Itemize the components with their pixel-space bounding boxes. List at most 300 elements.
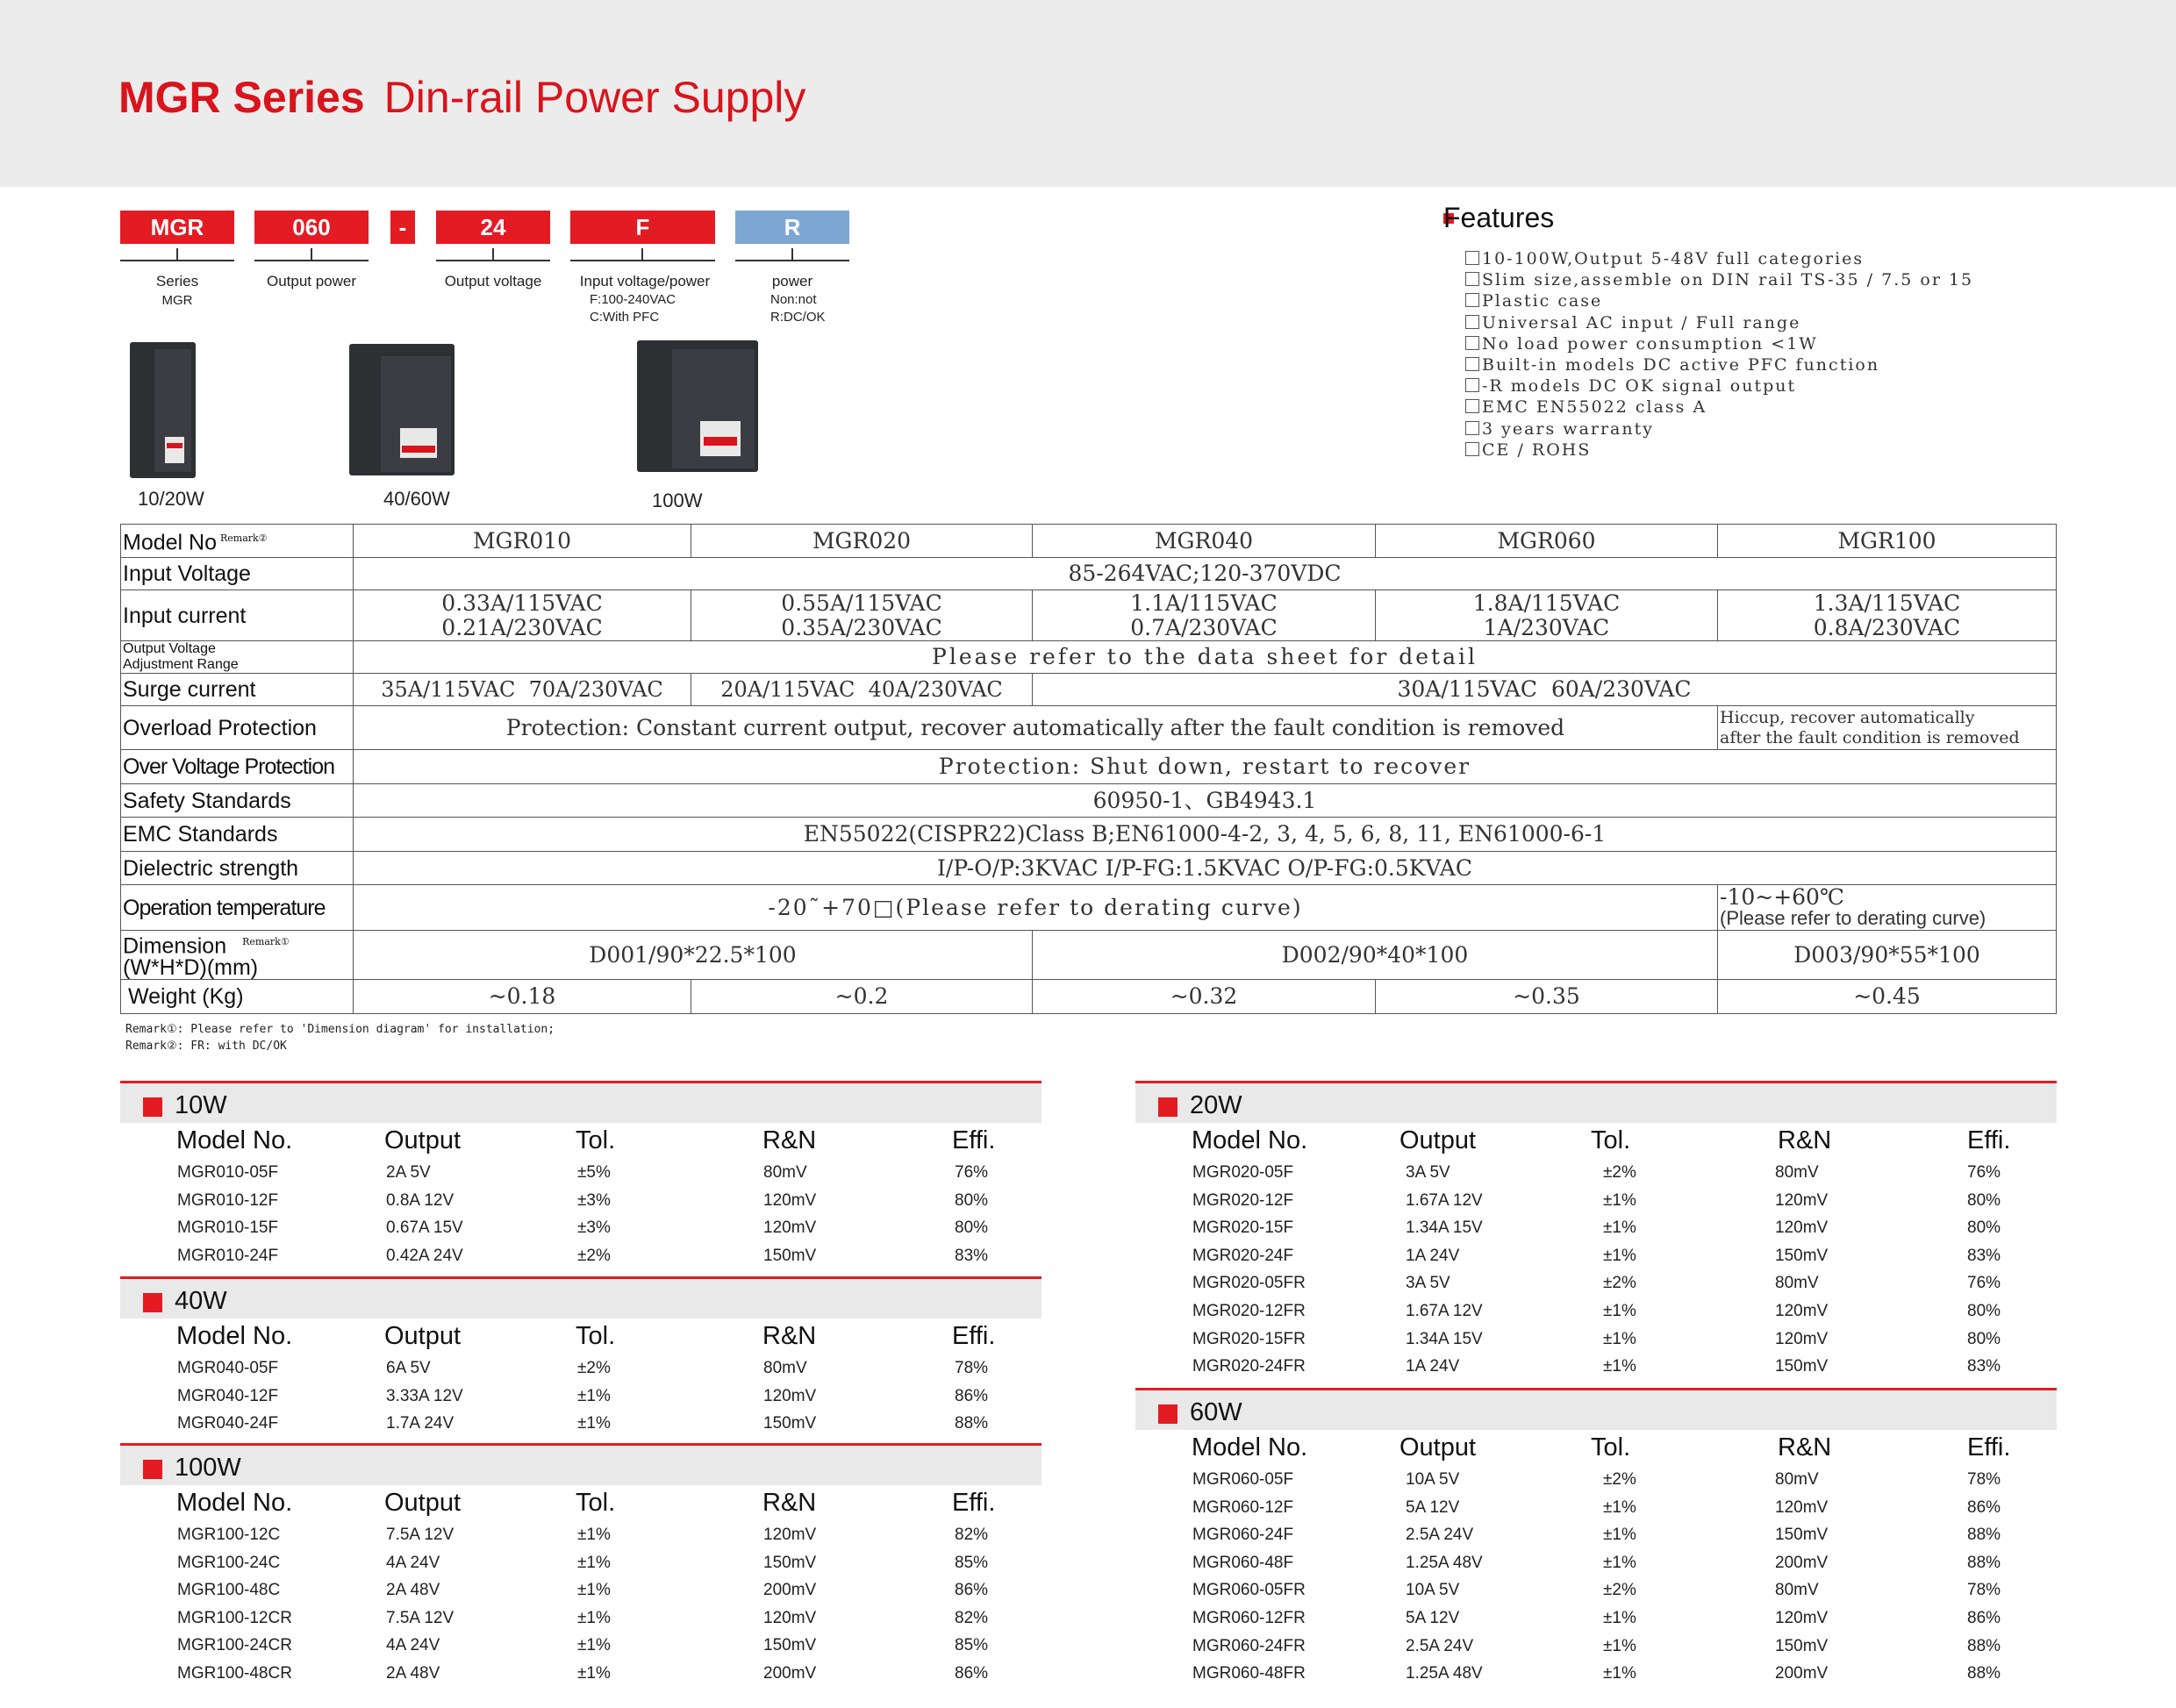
rn-col-header: R&N: [762, 1489, 817, 1517]
rn-cell: 120mV: [763, 1526, 817, 1544]
model-col-header: Model No.: [1192, 1433, 1308, 1461]
tol-cell: ±1%: [577, 1636, 611, 1655]
rn-cell: 150mV: [1775, 1357, 1829, 1376]
spec-value: [1718, 706, 2057, 750]
effi-cell: 78%: [1967, 1470, 2001, 1489]
tol-cell: ±1%: [577, 1581, 611, 1600]
remark-line: Remark①: Please refer to 'Dimension diagram' for installation;: [125, 1023, 555, 1036]
model-name: MGR010: [354, 525, 691, 558]
product-image-40-60w: [349, 344, 455, 475]
product-caption: 40/60W: [383, 488, 450, 510]
effi-cell: 86%: [955, 1664, 989, 1683]
spec-value: 30A/115VAC 60A/230VAC: [1033, 674, 2057, 706]
group-marker: [1158, 1404, 1177, 1424]
effi-cell: 78%: [1967, 1581, 2001, 1600]
group-header: [120, 1446, 1041, 1485]
model-col-header: Model No.: [176, 1322, 293, 1350]
tol-cell: ±2%: [577, 1246, 611, 1265]
effi-cell: 88%: [1967, 1553, 2001, 1572]
effi-col-header: Effi.: [952, 1126, 996, 1154]
code-box-input: F: [570, 211, 715, 244]
effi-cell: 80%: [955, 1218, 989, 1238]
rn-cell: 120mV: [763, 1608, 817, 1627]
code-label-option: [735, 272, 849, 326]
spec-value: ~0.32: [1033, 980, 1376, 1014]
rn-cell: 120mV: [763, 1190, 817, 1210]
tol-cell: ±1%: [577, 1386, 611, 1405]
model-cell: MGR100-24C: [177, 1553, 281, 1572]
effi-cell: 85%: [955, 1553, 989, 1572]
current-line: 0.8A/230VAC: [1813, 614, 1961, 640]
model-name: MGR040: [1033, 525, 1376, 558]
checkbox-icon: [1465, 336, 1479, 350]
current-line: 0.21A/230VAC: [441, 614, 603, 640]
code-tick: [492, 248, 494, 261]
model-cell: MGR060-24F: [1192, 1526, 1294, 1545]
output-cell: 3.33A 12V: [386, 1386, 463, 1405]
model-cell: MGR010-05F: [177, 1163, 279, 1182]
spec-value: 35A/115VAC 70A/230VAC: [354, 674, 691, 706]
code-label-main: Series: [155, 273, 199, 289]
model-cell: MGR100-48C: [177, 1581, 281, 1600]
output-cell: 2A 5V: [386, 1163, 431, 1182]
feature-text: Slim size,assemble on DIN rail TS-35 / 7.5 or 15: [1482, 270, 1974, 290]
code-box-option: R: [735, 211, 849, 244]
effi-cell: 80%: [1967, 1302, 2001, 1320]
tol-cell: ±2%: [1603, 1581, 1636, 1600]
model-col-header: Model No.: [176, 1126, 293, 1154]
code-label-main: power: [771, 273, 813, 289]
tol-col-header: Tol.: [1591, 1433, 1631, 1461]
spec-value: 85-264VAC;120-370VDC: [354, 558, 2057, 590]
code-label-input: [562, 272, 728, 326]
feature-text: 3 years warranty: [1482, 418, 1654, 439]
rn-col-header: R&N: [762, 1126, 817, 1154]
model-cell: MGR010-15F: [177, 1218, 279, 1238]
code-label-sub: MGR: [161, 293, 193, 308]
rn-cell: 200mV: [1775, 1553, 1829, 1572]
output-cell: 5A 12V: [1406, 1497, 1460, 1517]
code-tick: [311, 248, 312, 261]
spec-table: [120, 524, 2057, 1014]
group-header: [120, 1083, 1041, 1123]
spec-value: [1718, 885, 2057, 931]
output-cell: 4A 24V: [386, 1553, 440, 1572]
spec-value-line: Hiccup, recover automatically: [1720, 707, 1975, 727]
spec-label: EMC Standards: [121, 818, 354, 852]
rn-cell: 200mV: [1775, 1664, 1829, 1683]
effi-cell: 86%: [955, 1386, 989, 1405]
spec-label: Safety Standards: [121, 784, 354, 818]
output-cell: 3A 5V: [1406, 1163, 1450, 1182]
group-header: [1135, 1390, 2057, 1430]
model-cell: MGR010-12F: [177, 1190, 279, 1210]
model-cell: MGR020-15F: [1192, 1218, 1294, 1238]
feature-item: [1465, 397, 1973, 418]
output-cell: 1.25A 48V: [1406, 1553, 1483, 1572]
tol-col-header: Tol.: [576, 1489, 616, 1517]
feature-item: [1465, 333, 1973, 354]
current-line: 0.55A/115VAC: [781, 590, 942, 616]
output-col-header: Output: [1399, 1126, 1477, 1154]
output-cell: 1.7A 24V: [386, 1414, 455, 1433]
model-cell: MGR100-12C: [177, 1526, 281, 1544]
checkbox-icon: [1465, 442, 1479, 456]
feature-item: [1465, 418, 1973, 440]
spec-value: Protection: Constant current output, recover automatically after the fault condition is removed: [354, 706, 1718, 750]
remark-mark: Remark②: [220, 532, 268, 545]
spec-value: D001/90*22.5*100: [354, 931, 1033, 980]
checkbox-icon: [1465, 293, 1479, 307]
rn-cell: 80mV: [1775, 1274, 1819, 1293]
spec-value: D003/90*55*100: [1718, 931, 2057, 980]
checkbox-icon: [1465, 315, 1479, 329]
spec-label-text: Dimension: [123, 933, 227, 959]
code-label-voltage: [423, 272, 563, 291]
group-marker: [143, 1097, 162, 1117]
output-cell: 1.25A 48V: [1406, 1664, 1483, 1683]
tol-cell: ±1%: [577, 1526, 611, 1544]
spec-value: [1376, 590, 1718, 641]
rn-cell: 150mV: [763, 1414, 817, 1433]
tol-cell: ±3%: [577, 1190, 611, 1210]
rn-cell: 80mV: [763, 1163, 807, 1182]
spec-label-text: Adjustment Range: [123, 657, 239, 672]
model-cell: MGR100-48CR: [177, 1664, 292, 1683]
code-label-sub: F:100-240VAC C:With PFC: [590, 292, 676, 325]
current-line: 1A/230VAC: [1483, 614, 1610, 640]
effi-cell: 76%: [955, 1163, 989, 1182]
model-cell: MGR020-12FR: [1192, 1302, 1306, 1320]
output-cell: 3A 5V: [1406, 1274, 1450, 1293]
feature-item: [1465, 269, 1973, 290]
output-cell: 0.67A 15V: [386, 1218, 463, 1238]
model-col-header: Model No.: [176, 1489, 293, 1517]
code-label-main: Input voltage/power: [579, 273, 711, 289]
rn-cell: 150mV: [1775, 1526, 1829, 1545]
tol-cell: ±1%: [577, 1608, 611, 1627]
group-header: [1135, 1083, 2057, 1123]
spec-label-text: (W*H*D)(mm): [123, 955, 259, 980]
series-subtitle: Din-rail Power Supply: [383, 73, 806, 122]
tol-cell: ±1%: [1603, 1497, 1636, 1517]
rn-cell: 120mV: [1775, 1218, 1829, 1238]
effi-col-header: Effi.: [1967, 1126, 2011, 1154]
effi-cell: 80%: [1967, 1218, 2001, 1238]
tol-cell: ±1%: [577, 1414, 611, 1433]
spec-label-text: Output Voltage: [123, 641, 216, 656]
output-col-header: Output: [384, 1489, 462, 1517]
effi-cell: 88%: [1967, 1636, 2001, 1655]
code-tick: [641, 248, 643, 261]
output-col-header: Output: [384, 1126, 462, 1154]
model-name: MGR020: [691, 525, 1033, 558]
model-cell: MGR060-05FR: [1192, 1581, 1306, 1600]
output-cell: 1.67A 12V: [1406, 1190, 1483, 1210]
spec-value: I/P-O/P:3KVAC I/P-FG:1.5KVAC O/P-FG:0.5KVAC: [354, 852, 2057, 885]
code-box-dash: -: [390, 211, 415, 244]
spec-value: [1718, 590, 2057, 641]
current-line: 1.1A/115VAC: [1130, 590, 1278, 616]
effi-col-header: Effi.: [952, 1322, 996, 1350]
output-cell: 10A 5V: [1406, 1581, 1460, 1600]
feature-text: 10-100W,Output 5-48V full categories: [1482, 249, 1865, 268]
spec-value: -20˜+70□(Please refer to derating curve): [354, 885, 1718, 931]
effi-cell: 76%: [1967, 1163, 2001, 1182]
code-box-voltage: 24: [436, 211, 550, 244]
effi-cell: 86%: [1967, 1497, 2001, 1517]
rn-cell: 120mV: [763, 1386, 817, 1405]
effi-cell: 82%: [955, 1608, 989, 1627]
feature-text: Built-in models DC active PFC function: [1482, 355, 1880, 375]
model-cell: MGR020-12F: [1192, 1190, 1294, 1210]
model-name: MGR060: [1376, 525, 1718, 558]
spec-value: ~0.2: [691, 980, 1033, 1014]
model-cell: MGR020-24FR: [1192, 1357, 1306, 1376]
spec-row-adjustment: [121, 641, 2057, 674]
model-cell: MGR060-05F: [1192, 1470, 1294, 1489]
rn-cell: 150mV: [1775, 1636, 1829, 1655]
tol-cell: ±2%: [1603, 1163, 1636, 1182]
output-cell: 6A 5V: [386, 1359, 431, 1377]
checkbox-icon: [1465, 357, 1479, 371]
model-cell: MGR040-05F: [177, 1359, 279, 1377]
feature-text: -R models DC OK signal output: [1482, 376, 1797, 397]
group-marker: [1158, 1097, 1177, 1117]
tol-cell: ±1%: [1603, 1609, 1636, 1627]
checkbox-icon: [1465, 251, 1479, 265]
rn-cell: 120mV: [1775, 1190, 1829, 1210]
code-tick: [791, 248, 793, 261]
feature-text: CE / ROHS: [1482, 440, 1592, 460]
remarks: [125, 1021, 555, 1054]
code-box-series: MGR: [120, 211, 234, 244]
tol-cell: ±1%: [1603, 1190, 1636, 1210]
model-cell: MGR020-05FR: [1192, 1274, 1306, 1293]
tol-cell: ±1%: [1603, 1246, 1636, 1265]
output-cell: 0.42A 24V: [386, 1246, 463, 1265]
checkbox-icon: [1465, 421, 1479, 435]
group-title: 40W: [175, 1287, 227, 1315]
rn-cell: 120mV: [1775, 1609, 1829, 1627]
feature-item: [1465, 375, 1973, 397]
product-caption: 100W: [652, 490, 703, 511]
current-line: 0.33A/115VAC: [441, 590, 603, 616]
rn-col-header: R&N: [1778, 1433, 1832, 1461]
spec-row-temperature: [121, 885, 2057, 931]
tol-cell: ±1%: [1603, 1357, 1636, 1376]
spec-label: [121, 931, 354, 980]
output-cell: 0.8A 12V: [386, 1190, 455, 1210]
spec-value-line: (Please refer to derating curve): [1720, 906, 1986, 929]
effi-cell: 88%: [955, 1414, 989, 1433]
rn-cell: 150mV: [763, 1246, 817, 1265]
output-cell: 5A 12V: [1406, 1609, 1460, 1627]
group-header: [120, 1279, 1041, 1319]
tol-cell: ±2%: [1603, 1274, 1636, 1293]
spec-value: D002/90*40*100: [1033, 931, 1718, 980]
output-cell: 2.5A 24V: [1406, 1526, 1474, 1545]
product-caption: 10/20W: [138, 488, 204, 510]
current-line: 0.35A/230VAC: [781, 614, 942, 640]
model-cell: MGR060-48F: [1192, 1553, 1294, 1572]
spec-label: [121, 641, 354, 674]
product-image-10-20w: [130, 342, 196, 478]
code-label-power: [237, 272, 386, 291]
model-cell: MGR020-05F: [1192, 1163, 1294, 1182]
model-cell: MGR040-12F: [177, 1386, 279, 1405]
tol-cell: ±1%: [1603, 1218, 1636, 1238]
spec-value: ~0.45: [1718, 980, 2057, 1014]
tol-cell: ±1%: [1603, 1664, 1636, 1683]
code-label-main: Output voltage: [444, 273, 542, 289]
series-name: MGR Series: [118, 73, 365, 122]
group-title: 60W: [1190, 1398, 1242, 1426]
feature-item: [1465, 354, 1973, 375]
spec-label: Over Voltage Protection: [121, 750, 354, 784]
output-cell: 2A 48V: [386, 1664, 440, 1683]
rn-col-header: R&N: [1778, 1126, 1832, 1154]
page-title: [118, 72, 805, 123]
current-line: 1.8A/115VAC: [1472, 590, 1621, 616]
spec-row-input-voltage: [121, 558, 2057, 590]
effi-cell: 85%: [955, 1636, 989, 1655]
spec-value: [691, 590, 1033, 641]
tol-cell: ±1%: [1603, 1553, 1636, 1572]
effi-cell: 86%: [1967, 1609, 2001, 1627]
checkbox-icon: [1465, 399, 1479, 413]
output-cell: 2A 48V: [386, 1581, 440, 1600]
effi-cell: 88%: [1967, 1526, 2001, 1545]
effi-cell: 86%: [955, 1581, 989, 1600]
checkbox-icon: [1465, 272, 1479, 286]
current-line: 0.7A/230VAC: [1130, 614, 1278, 640]
effi-cell: 83%: [955, 1246, 989, 1265]
feature-text: Plastic case: [1482, 291, 1603, 311]
rn-cell: 80mV: [763, 1359, 807, 1377]
spec-value: Protection: Shut down, restart to recover: [354, 750, 2057, 784]
group-title: 20W: [1190, 1091, 1242, 1119]
model-cell: MGR060-12FR: [1192, 1609, 1306, 1627]
output-cell: 1.34A 15V: [1406, 1329, 1483, 1348]
output-cell: 10A 5V: [1406, 1470, 1460, 1489]
effi-col-header: Effi.: [952, 1489, 996, 1517]
spec-row-weight: [121, 980, 2057, 1014]
tol-cell: ±2%: [1603, 1470, 1636, 1489]
tol-cell: ±1%: [577, 1553, 611, 1572]
spec-row-ovp: [121, 750, 2057, 784]
rn-col-header: R&N: [762, 1322, 817, 1350]
spec-label: Dielectric strength: [121, 852, 354, 885]
tol-col-header: Tol.: [576, 1322, 616, 1350]
output-col-header: Output: [1399, 1433, 1477, 1461]
rn-cell: 80mV: [1775, 1163, 1819, 1182]
product-image-100w: [637, 340, 758, 472]
spec-label-text: Model No: [123, 530, 217, 555]
tol-cell: ±1%: [1603, 1526, 1636, 1545]
model-cell: MGR060-12F: [1192, 1497, 1294, 1517]
model-col-header: Model No.: [1192, 1126, 1308, 1154]
effi-cell: 83%: [1967, 1246, 2001, 1265]
model-cell: MGR010-24F: [177, 1246, 279, 1265]
tol-col-header: Tol.: [1591, 1126, 1631, 1154]
rn-cell: 120mV: [1775, 1302, 1829, 1320]
model-cell: MGR020-24F: [1192, 1246, 1294, 1265]
spec-value: 60950-1、GB4943.1: [354, 784, 2057, 818]
group-title: 100W: [175, 1454, 241, 1482]
remark-mark: Remark①: [242, 936, 290, 947]
spec-row-emc: [121, 818, 2057, 852]
output-cell: 7.5A 12V: [386, 1526, 455, 1544]
group-marker: [143, 1460, 162, 1479]
spec-row-input-current: [121, 590, 2057, 641]
output-cell: 1A 24V: [1406, 1246, 1460, 1265]
model-cell: MGR100-12CR: [177, 1608, 292, 1627]
effi-cell: 78%: [955, 1359, 989, 1377]
spec-label: [121, 525, 354, 558]
feature-item: [1465, 440, 1973, 461]
model-cell: MGR040-24F: [177, 1414, 279, 1433]
effi-cell: 88%: [1967, 1664, 2001, 1683]
rn-cell: 150mV: [1775, 1246, 1829, 1265]
model-cell: MGR100-24CR: [177, 1636, 292, 1655]
spec-value: EN55022(CISPR22)Class B;EN61000-4-2, 3, 4, 5, 6, 8, 11, EN61000-6-1: [354, 818, 2057, 852]
tol-cell: ±5%: [577, 1163, 611, 1182]
spec-label: Weight (Kg): [121, 980, 354, 1014]
effi-cell: 80%: [955, 1190, 989, 1210]
rn-cell: 150mV: [763, 1636, 817, 1655]
spec-label: Operation temperature: [121, 885, 354, 931]
output-cell: 1.34A 15V: [1406, 1218, 1483, 1238]
rn-cell: 200mV: [763, 1581, 817, 1600]
group-marker: [143, 1293, 162, 1312]
feature-item: [1465, 248, 1973, 269]
rn-cell: 80mV: [1775, 1470, 1819, 1489]
spec-row-model: [121, 525, 2057, 558]
model-cell: MGR060-48FR: [1192, 1664, 1306, 1683]
tol-col-header: Tol.: [576, 1126, 616, 1154]
spec-value: [354, 590, 691, 641]
output-cell: 2.5A 24V: [1406, 1636, 1474, 1655]
tol-cell: ±1%: [1603, 1302, 1636, 1320]
features-title: Features: [1443, 202, 1555, 233]
spec-row-dielectric: [121, 852, 2057, 885]
tol-cell: ±3%: [577, 1218, 611, 1238]
output-cell: 1.67A 12V: [1406, 1302, 1483, 1320]
rn-cell: 200mV: [763, 1664, 817, 1683]
model-cell: MGR020-15FR: [1192, 1329, 1306, 1348]
effi-cell: 76%: [1967, 1274, 2001, 1293]
rn-cell: 120mV: [1775, 1329, 1829, 1348]
spec-label: Overload Protection: [121, 706, 354, 750]
output-col-header: Output: [384, 1322, 462, 1350]
spec-row-dimension: [121, 931, 2057, 980]
current-line: 1.3A/115VAC: [1813, 590, 1961, 616]
effi-cell: 82%: [955, 1526, 989, 1544]
rn-cell: 120mV: [763, 1218, 817, 1238]
remark-line: Remark②: FR: with DC/OK: [125, 1040, 287, 1053]
spec-value-line: after the fault condition is removed: [1720, 727, 2020, 747]
feature-item: [1465, 290, 1973, 311]
rn-cell: 120mV: [1775, 1497, 1829, 1517]
tol-cell: ±1%: [577, 1664, 611, 1683]
effi-cell: 80%: [1967, 1190, 2001, 1210]
spec-row-safety: [121, 784, 2057, 818]
code-label-sub: Non:not R:DC/OK: [770, 292, 826, 325]
spec-label: Surge current: [121, 674, 354, 706]
feature-item: [1465, 312, 1973, 333]
tol-cell: ±2%: [577, 1359, 611, 1377]
